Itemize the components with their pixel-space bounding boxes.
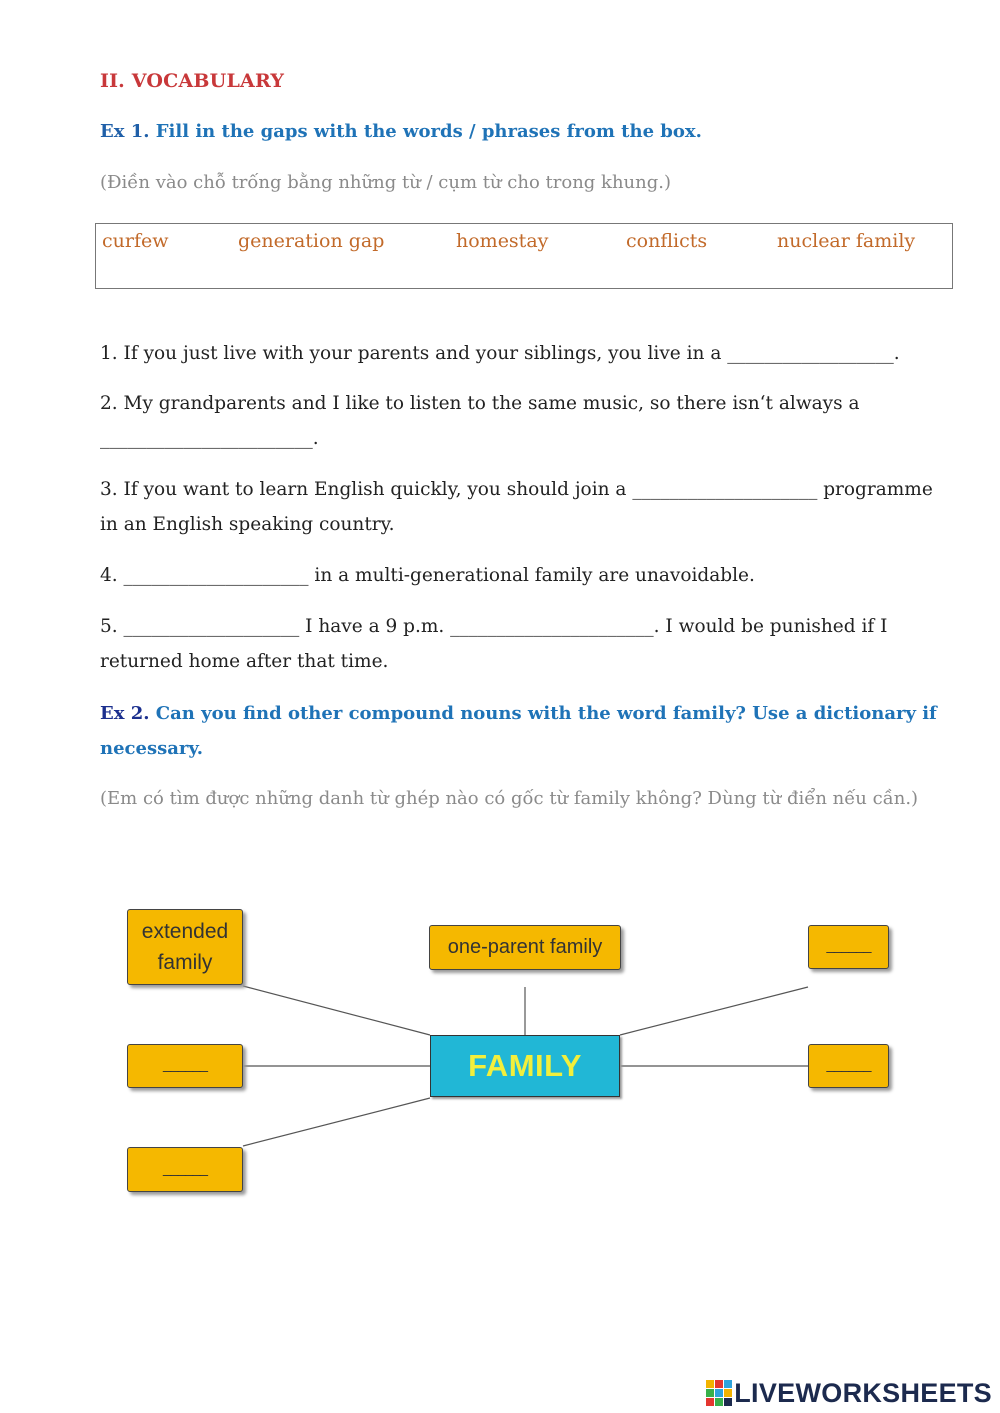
node-one-parent-label: one-parent family (447, 936, 603, 958)
connector-bottom-left (243, 1098, 430, 1146)
logo-text: LIVEWORKSHEETS (734, 1377, 992, 1408)
node-extended-line1: extended (141, 920, 229, 943)
question-1: 1. If you just live with your parents and your siblings, you live in a __________________. (100, 343, 900, 364)
blank-answer-line: ______ (826, 1056, 871, 1073)
question-5: 5. ___________________ I have a 9 p.m. ______________________. I would be punished if I returned home after that time. (100, 616, 888, 672)
connector-extended (243, 986, 430, 1035)
logo-icon (706, 1380, 732, 1406)
node-extended-family (127, 909, 243, 985)
question-2: 2. My grandparents and I like to listen to the same music, so there isn‘t always a _______________________. (100, 393, 860, 449)
ex2-title-text: Can you find other compound nouns with the word family? Use a dictionary if necessary. (100, 703, 937, 759)
node-blank-top-right[interactable] (808, 925, 889, 969)
blank-answer-line: ______ (162, 1056, 208, 1073)
node-blank-mid-right[interactable] (808, 1044, 889, 1088)
node-blank-bottom-left[interactable] (127, 1147, 243, 1192)
node-one-parent-family (429, 925, 621, 970)
ex1-title-prefix: Ex 1. (100, 121, 150, 142)
connector-top-right (620, 987, 808, 1035)
ex1-title-text: Fill in the gaps with the words / phrases from the box. (149, 121, 702, 142)
question-4: 4. ____________________ in a multi-generational family are unavoidable. (100, 565, 755, 586)
ex2-title-prefix: Ex 2. (100, 703, 150, 724)
question-3: 3. If you want to learn English quickly, you should join a ____________________ programme in an English speaking country. (100, 479, 933, 535)
liveworksheets-logo (706, 1378, 992, 1408)
word-box-item: curfew (102, 230, 169, 252)
word-box-item: nuclear family (777, 230, 916, 252)
word-box-item: generation gap (238, 230, 385, 252)
node-center-family (430, 1035, 620, 1097)
center-label: FAMILY (468, 1048, 582, 1083)
ex1-hint: (Điền vào chỗ trống bằng những từ / cụm từ cho trong khung.) (100, 172, 671, 193)
ex2-hint: (Em có tìm được những danh từ ghép nào có gốc từ family không? Dùng từ điển nếu cần.) (100, 788, 919, 809)
word-box-item: homestay (456, 230, 549, 252)
section-title: II. VOCABULARY (100, 70, 285, 92)
node-extended-line2: family (157, 951, 213, 974)
blank-answer-line: ______ (826, 937, 871, 954)
blank-answer-line: ______ (162, 1160, 208, 1177)
node-blank-mid-left[interactable] (127, 1044, 243, 1088)
word-box-item: conflicts (626, 230, 708, 252)
